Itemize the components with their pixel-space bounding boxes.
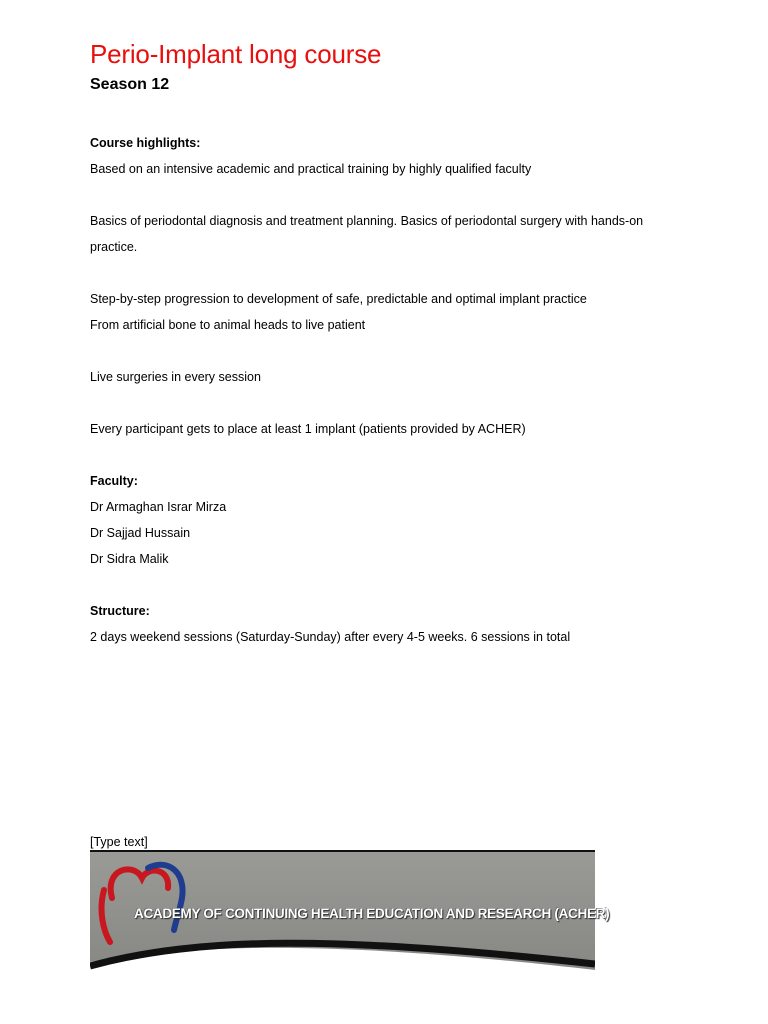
highlight-line: Every participant gets to place at least 1 implant (patients provided by ACHER) [90,422,526,436]
highlight-line: Based on an intensive academic and practical training by highly qualified faculty [90,162,532,176]
highlight-line: practice. [90,240,138,254]
faculty-member: Dr Sidra Malik [90,552,169,566]
page-subtitle: Season 12 [90,76,170,93]
section-heading-faculty: Faculty: [90,474,138,488]
page-title: Perio-Implant long course [90,39,382,69]
banner-top-rule [90,850,595,852]
highlight-line: Step-by-step progression to development of safe, predictable and optimal implant practice [90,292,587,306]
faculty-member: Dr Armaghan Israr Mirza [90,500,227,514]
section-heading-structure: Structure: [90,604,150,618]
structure-line: 2 days weekend sessions (Saturday-Sunday) after every 4-5 weeks. 6 sessions in total [90,630,571,644]
highlight-line: From artificial bone to animal heads to live patient [90,318,366,332]
footer-placeholder-text: [Type text] [90,835,148,849]
highlight-line: Basics of periodontal diagnosis and treatment planning. Basics of periodontal surgery with hands-on [90,214,644,228]
highlight-line: Live surgeries in every session [90,370,261,384]
section-heading-highlights: Course highlights: [90,136,201,150]
faculty-member: Dr Sajjad Hussain [90,526,191,540]
banner-academy-name: ACADEMY OF CONTINUING HEALTH EDUCATION AND RESEARCH (ACHER) [134,906,610,921]
footer-banner [90,850,610,977]
